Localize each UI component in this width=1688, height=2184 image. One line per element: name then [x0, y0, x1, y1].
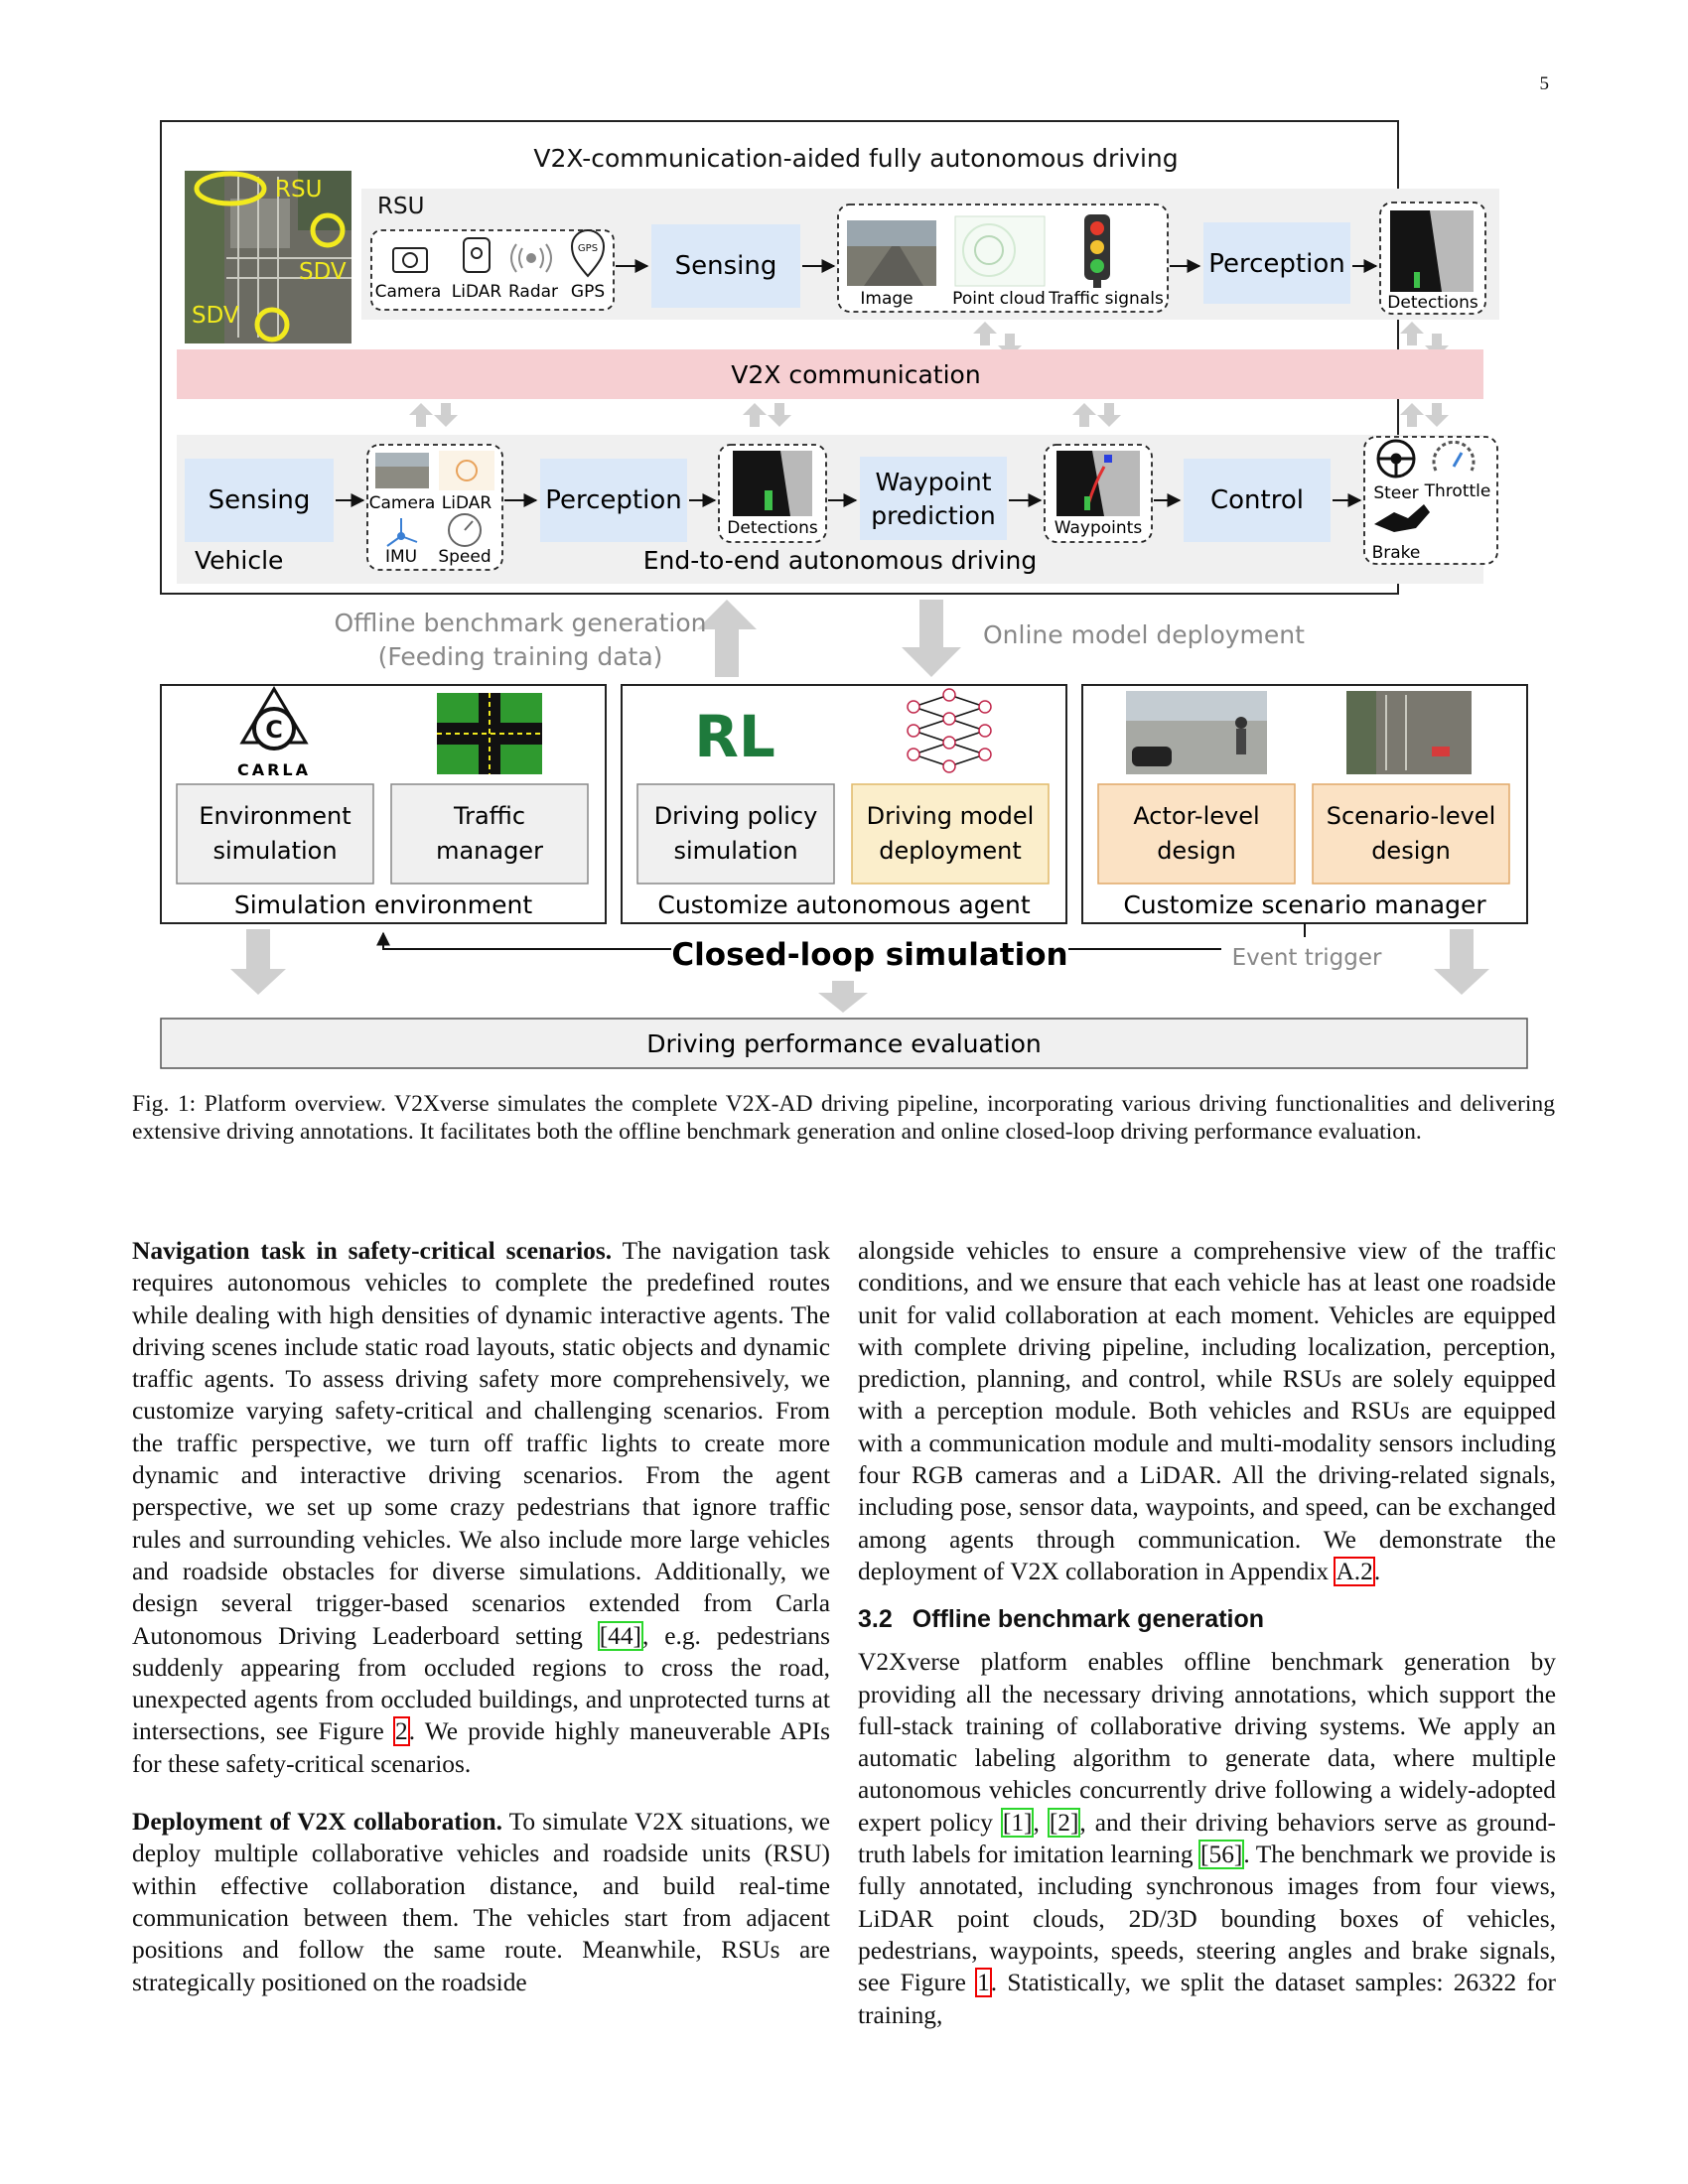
point-cloud-thumbnail: [955, 216, 1045, 286]
offline-label-line1: Offline benchmark generation: [334, 609, 707, 637]
appendix-link[interactable]: A.2: [1336, 1557, 1373, 1585]
driving-model-deployment-box: [852, 784, 1049, 884]
traffic-grid-thumbnail: [437, 693, 542, 774]
sensor-radar: Radar: [507, 282, 559, 302]
figure-link[interactable]: 2: [394, 1717, 408, 1746]
svg-text:Sensing: Sensing: [674, 251, 777, 281]
actor-level-design-box: [1098, 784, 1295, 884]
svg-text:prediction: prediction: [871, 501, 996, 530]
waypoints-thumbnail: [1056, 451, 1140, 516]
paragraph-offline-benchmark: V2Xverse platform enables offline benchmark generation by providing all the necessary driving annotations, which support the full-stack training of collaborative driving systems. We apply an automatic labeling algorithm to generate data, where multiple autonomous vehicles concurrently drive following a widely-adopted expert policy [1], [2], and their driving behaviors serve as ground-truth labels for imitation learning [56]. The benchmark we provide is fully annotated, including synchronous images from four views, LiDAR point clouds, 2D/3D bounding boxes of vehicles, pedestrians, waypoints, speeds, steering angles and brake signals, see Figure 1. Statistically, we split the dataset samples: 26322 for training,: [858, 1648, 1556, 2029]
closed-loop-label: Closed-loop simulation: [671, 937, 1068, 973]
section-heading: 3.2 Offline benchmark generation: [858, 1605, 1265, 1634]
offline-online-arrows: [697, 600, 961, 677]
e2e-label: End-to-end autonomous driving: [642, 546, 1038, 575]
paragraph-continuation: alongside vehicles to ensure a comprehensive view of the traffic conditions, and we ensure that each vehicle has at least one roadside unit for valid collaboration at each moment. Vehicles are equipped with complete driving pipeline, including localization, perception, prediction, planning, and control, while RSUs are solely equipped with a perception module. Both vehicles and RSUs are equipped with a communication module and multi-modality sensors including four RGB cameras and a LiDAR. All the driving-related signals, including pose, sensor data, waypoints, and speed, can be exchanged among agents through communication. We demonstrate the deployment of V2X collaboration in Appendix A.2.: [858, 1237, 1556, 1585]
aerial-label-rsu: RSU: [275, 177, 323, 203]
svg-text:Detections: Detections: [1387, 293, 1478, 313]
svg-text:Control: Control: [1210, 485, 1304, 515]
panel-title-simulation-environment: Simulation environment: [233, 890, 533, 919]
detections-thumbnail: [1390, 210, 1474, 292]
vehicle-sensor-speed: Speed: [438, 547, 492, 567]
vehicle-detections-thumbnail: [733, 451, 812, 516]
svg-text:Waypoint: Waypoint: [875, 468, 992, 496]
svg-text:Driving performance evaluation: Driving performance evaluation: [646, 1029, 1042, 1058]
svg-text:manager: manager: [436, 837, 543, 865]
paragraph-heading: Navigation task in safety-critical scenarios.: [132, 1237, 613, 1265]
data-point-cloud: Point cloud: [952, 289, 1046, 309]
svg-text:Driving policy: Driving policy: [653, 802, 818, 830]
aerial-label-sdv-1: SDV: [299, 259, 347, 285]
scenario-aerial-thumbnail: [1346, 691, 1472, 774]
left-column: [132, 1235, 830, 1998]
control-throttle: Throttle: [1424, 481, 1491, 501]
paragraph-v2x-deployment: Deployment of V2X collaboration. To simulate V2X situations, we deploy multiple collaborative vehicles and roadside units (RSU) within effective collaboration distance, and build real-time communication between them. The vehicles start from adjacent positions and follow the same route. Meanwhile, RSUs are strategically positioned on the roadside: [132, 1808, 830, 1996]
svg-text:Sensing: Sensing: [208, 485, 311, 515]
citation-link[interactable]: [56]: [1200, 1841, 1243, 1869]
platform-overview-figure: [0, 0, 1688, 1072]
svg-text:Detections: Detections: [727, 518, 818, 538]
image-thumbnail: [847, 220, 936, 286]
offline-label-line2: (Feeding training data): [377, 642, 663, 671]
data-traffic-signals: Traffic signals: [1049, 289, 1164, 309]
vehicle-sensor-lidar: LiDAR: [441, 493, 492, 513]
vehicle-label: Vehicle: [195, 546, 284, 575]
svg-text:design: design: [1157, 837, 1236, 865]
svg-text:Perception: Perception: [545, 485, 682, 515]
svg-text:V2X communication: V2X communication: [731, 360, 981, 389]
figure-caption: Fig. 1: Platform overview. V2Xverse simulates the complete V2X-AD driving pipeline, incorporating various driving functionalities and delivering extensive driving annotations. It facilitates both the offline benchmark generation and online closed-loop driving performance evaluation.: [132, 1091, 1555, 1145]
citation-link[interactable]: [44]: [599, 1621, 641, 1650]
vehicle-camera-thumbnail: [375, 453, 429, 488]
driving-policy-simulation-box: [637, 784, 834, 884]
actor-scene-thumbnail: [1126, 691, 1267, 774]
online-label: Online model deployment: [983, 620, 1305, 649]
svg-text:Perception: Perception: [1208, 249, 1345, 279]
figure-link[interactable]: 1: [977, 1969, 990, 1997]
aerial-label-sdv-2: SDV: [192, 303, 239, 329]
control-steer: Steer: [1373, 483, 1419, 503]
sensor-camera: Camera: [374, 282, 442, 302]
event-trigger-label: Event trigger: [1231, 945, 1382, 971]
svg-text:Traffic: Traffic: [453, 802, 526, 830]
svg-text:Environment: Environment: [199, 802, 352, 830]
svg-text:CARLA: CARLA: [236, 760, 312, 779]
rl-logo: RL: [694, 703, 775, 770]
svg-text:simulation: simulation: [673, 837, 798, 865]
panel-title-autonomous-agent: Customize autonomous agent: [657, 890, 1031, 919]
vehicle-lidar-thumbnail: [439, 451, 494, 490]
aerial-image: [185, 171, 352, 343]
vehicle-sensor-imu: IMU: [384, 547, 418, 567]
svg-text:GPS: GPS: [577, 243, 599, 254]
rsu-panel-label: RSU: [377, 194, 425, 219]
pipeline-title: V2X-communication-aided fully autonomous driving: [533, 144, 1179, 173]
svg-text:deployment: deployment: [879, 837, 1022, 865]
svg-text:Scenario-level: Scenario-level: [1326, 802, 1496, 830]
sensor-lidar: LiDAR: [451, 282, 502, 302]
svg-text:Driving model: Driving model: [866, 802, 1035, 830]
citation-link[interactable]: [2]: [1049, 1808, 1079, 1837]
right-column: [858, 1235, 1556, 2031]
scenario-level-design-box: [1313, 784, 1509, 884]
vehicle-sensor-camera: Camera: [368, 493, 436, 513]
svg-text:Waypoints: Waypoints: [1054, 518, 1143, 538]
svg-text:Actor-level: Actor-level: [1133, 802, 1260, 830]
environment-simulation-box: [177, 784, 373, 884]
citation-link[interactable]: [1]: [1002, 1808, 1033, 1837]
traffic-manager-box: [391, 784, 588, 884]
data-image: Image: [860, 289, 914, 309]
control-brake: Brake: [1371, 543, 1421, 563]
page-number: 5: [1539, 73, 1549, 94]
svg-text:simulation: simulation: [212, 837, 338, 865]
svg-text:C: C: [265, 716, 283, 744]
paragraph-heading: Deployment of V2X collaboration.: [132, 1808, 502, 1837]
panel-title-scenario-manager: Customize scenario manager: [1123, 890, 1486, 919]
sensor-gps: GPS: [570, 282, 606, 302]
traffic-light-icon: [1084, 214, 1110, 288]
svg-text:design: design: [1371, 837, 1451, 865]
paragraph-navigation-task: Navigation task in safety-critical scenarios. The navigation task requires autonomous vehicles to complete the predefined routes while dealing with high densities of dynamic interactive agents. The driving scenes include static road layouts, static objects and dynamic traffic agents. To assess driving safety more comprehensively, we customize varying safety-critical and challenging scenarios. From the traffic perspective, we turn off traffic lights to create more dynamic and interactive driving scenarios. From the agent perspective, we set up some crazy pedestrians that ignore traffic rules and surrounding vehicles. We also include more large vehicles and roadside obstacles for diverse simulations. Additionally, we design several trigger-based scenarios extended from Carla Autonomous Driving Leaderboard setting [44], e.g. pedestrians suddenly appearing from occluded regions to cross the road, unexpected agents from occluded buildings, and unprotected turns at intersections, see Figure 2. We provide highly maneuverable APIs for these safety-critical scenarios.: [132, 1237, 831, 1778]
